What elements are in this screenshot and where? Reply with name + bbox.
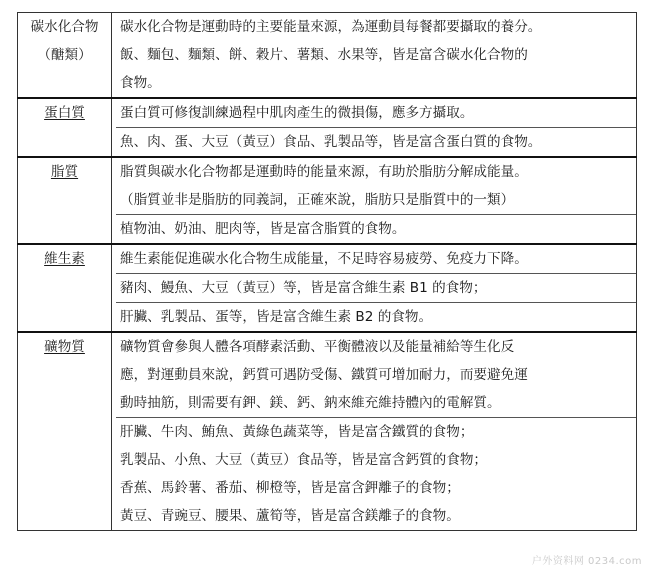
watermark: 户外资料网 0234.com bbox=[531, 556, 642, 567]
nutrient-row bbox=[18, 332, 637, 531]
description-line: 脂質與碳水化合物都是運動時的能量來源，有助於脂肪分解成能量。 bbox=[120, 164, 528, 180]
description-block bbox=[116, 128, 636, 156]
description-line: 蛋白質可修復訓練過程中肌肉產生的微損傷，應多方攝取。 bbox=[120, 105, 474, 121]
nutrient-category-label: （醣類） bbox=[37, 47, 92, 63]
description-block bbox=[116, 333, 636, 418]
description-block bbox=[116, 158, 636, 215]
description-line: （脂質並非是脂肪的同義詞，正確來說，脂肪只是脂質中的一類） bbox=[120, 192, 515, 208]
description-line: 動時抽筋，則需要有鉀、鎂、鈣、鈉來維充維持體內的電解質。 bbox=[120, 395, 501, 411]
description-block bbox=[116, 303, 636, 331]
nutrient-category-cell bbox=[18, 157, 112, 244]
description-line: 乳製品、小魚、大豆（黃豆）食品等，皆是富含鈣質的食物； bbox=[120, 452, 488, 468]
description-block bbox=[116, 418, 636, 530]
nutrient-category-label: 脂質 bbox=[50, 164, 79, 180]
nutrient-category-label: 碳水化合物 bbox=[30, 19, 99, 35]
description-line: 肝臟、乳製品、蛋等，皆是富含維生素 B2 的食物。 bbox=[120, 309, 433, 325]
nutrient-category-cell bbox=[18, 98, 112, 157]
description-block bbox=[116, 13, 636, 97]
nutrient-row bbox=[18, 157, 637, 244]
description-block bbox=[116, 245, 636, 274]
nutrient-category-cell bbox=[18, 332, 112, 531]
description-block bbox=[116, 274, 636, 303]
nutrient-category-cell bbox=[18, 13, 112, 99]
description-line: 魚、肉、蛋、大豆（黃豆）食品、乳製品等，皆是富含蛋白質的食物。 bbox=[120, 134, 542, 150]
nutrient-category-label: 維生素 bbox=[44, 251, 85, 267]
description-block bbox=[116, 215, 636, 243]
description-line: 香蕉、馬鈴薯、番茄、柳橙等，皆是富含鉀離子的食物； bbox=[120, 480, 460, 496]
nutrient-row bbox=[18, 244, 637, 332]
nutrient-description-cell bbox=[112, 157, 637, 244]
nutrient-category-cell bbox=[18, 244, 112, 332]
nutrient-description-cell bbox=[112, 244, 637, 332]
description-line: 飯、麵包、麵類、餅、穀片、薯類、水果等，皆是富含碳水化合物的 bbox=[120, 47, 528, 63]
description-line: 黃豆、青豌豆、腰果、蘆筍等，皆是富含鎂離子的食物。 bbox=[120, 508, 460, 524]
nutrition-table bbox=[17, 12, 637, 531]
nutrient-description-cell bbox=[112, 332, 637, 531]
description-line: 碳水化合物是運動時的主要能量來源，為運動員每餐都要攝取的養分。 bbox=[120, 19, 542, 35]
nutrient-category-label: 蛋白質 bbox=[44, 105, 85, 121]
description-line: 植物油、奶油、肥肉等，皆是富含脂質的食物。 bbox=[120, 221, 406, 237]
description-block bbox=[116, 99, 636, 128]
nutrition-table-body bbox=[18, 13, 637, 531]
nutrient-row bbox=[18, 13, 637, 99]
description-line: 食物。 bbox=[120, 75, 161, 91]
nutrient-description-cell bbox=[112, 98, 637, 157]
description-line: 豬肉、鰻魚、大豆（黃豆）等，皆是富含維生素 B1 的食物； bbox=[120, 280, 487, 296]
description-line: 肝臟、牛肉、鮪魚、黃綠色蔬菜等，皆是富含鐵質的食物； bbox=[120, 424, 474, 440]
nutrient-description-cell bbox=[112, 13, 637, 99]
nutrient-category-label: 礦物質 bbox=[44, 339, 85, 355]
description-line: 礦物質會參與人體各項酵素活動、平衡體液以及能量補給等生化反 bbox=[120, 339, 515, 355]
description-line: 應，對運動員來說，鈣質可遇防受傷、鐵質可增加耐力，而要避免運 bbox=[120, 367, 528, 383]
description-line: 維生素能促進碳水化合物生成能量，不足時容易疲勞、免疫力下降。 bbox=[120, 251, 528, 267]
nutrient-row bbox=[18, 98, 637, 157]
